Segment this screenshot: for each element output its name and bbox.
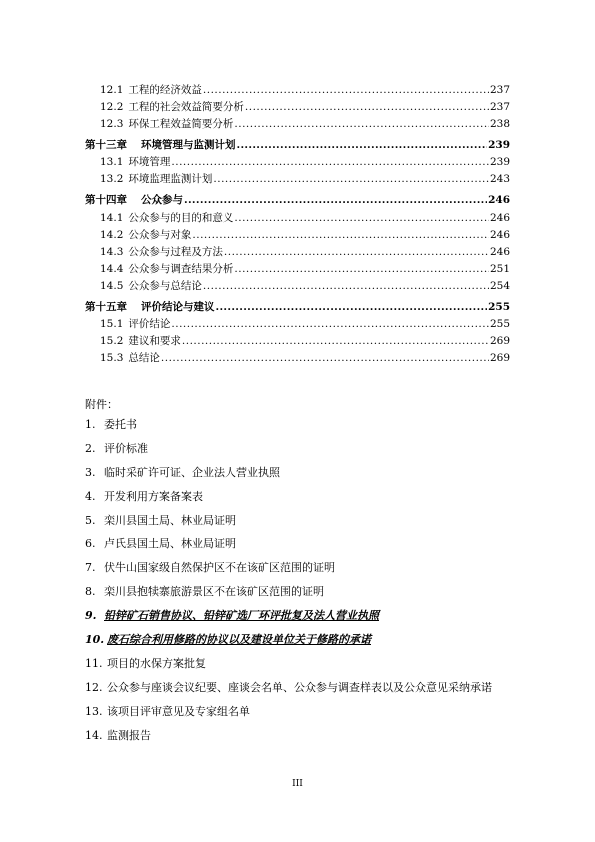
toc-entry-number: 15.3	[100, 352, 124, 365]
toc-entry-title: 评价结论与建议	[141, 300, 215, 313]
attachment-number: 6.	[85, 537, 96, 551]
attachment-title: 伏牛山国家级自然保护区不在该矿区范围的证明	[104, 561, 335, 575]
toc-entry-number: 14.4	[100, 262, 124, 275]
attachment-number: 13.	[85, 704, 103, 718]
attachment-item	[85, 585, 525, 609]
toc-section-entry[interactable]	[85, 114, 510, 131]
toc-entry-number: 第十三章	[85, 139, 127, 152]
toc-entry-title: 公众参与总结论	[128, 279, 202, 292]
toc-dot-leader	[203, 280, 489, 293]
attachment-title: 委托书	[104, 418, 137, 431]
toc-entry-page: 243	[489, 173, 510, 186]
attachment-item	[85, 561, 525, 585]
toc-chapter-entry[interactable]	[85, 294, 510, 314]
toc-section-entry[interactable]	[85, 225, 510, 242]
toc-entry-page: 254	[489, 279, 510, 292]
toc-entry-title: 建议和要求	[128, 335, 181, 348]
toc-dot-leader	[182, 335, 489, 348]
toc-entry-page: 246	[489, 211, 510, 224]
attachment-title: 监测报告	[107, 728, 151, 742]
toc-dot-leader	[234, 118, 489, 131]
attachment-number: 7.	[85, 561, 96, 575]
toc-entry-page: 246	[488, 194, 510, 207]
toc-dot-leader	[245, 101, 489, 114]
attachment-item	[85, 442, 525, 466]
attachment-item	[85, 681, 525, 705]
toc-entry-number: 12.3	[100, 118, 124, 131]
attachment-number: 3.	[85, 465, 96, 479]
toc-section-entry[interactable]	[85, 331, 510, 348]
attachment-item	[85, 537, 525, 561]
toc-entry-number: 15.2	[100, 335, 124, 348]
toc-dot-leader	[234, 263, 489, 276]
toc-dot-leader	[171, 156, 489, 169]
attachment-item	[85, 418, 525, 442]
attachment-item	[85, 633, 525, 657]
toc-entry-title: 公众参与	[141, 194, 183, 207]
attachment-number: 8.	[85, 585, 96, 599]
toc-entry-page: 246	[489, 228, 510, 241]
toc-entry-number: 12.2	[100, 101, 124, 114]
attachment-item	[85, 490, 525, 514]
attachment-title: 卢氏县国土局、林业局证明	[104, 537, 236, 551]
attachment-title: 临时采矿许可证、企业法人营业执照	[104, 465, 280, 479]
toc-entry-number: 第十五章	[85, 300, 127, 313]
toc-entry-title: 评价结论	[128, 318, 171, 331]
attachment-title: 评价标准	[104, 441, 148, 455]
toc-dot-leader	[216, 301, 488, 314]
attachment-item	[85, 466, 525, 490]
toc-entry-page: 251	[489, 262, 510, 275]
toc-entry-title: 环境监理监测计划	[128, 173, 213, 186]
attachment-title: 公众参与座谈会议纪要、座谈会名单、公众参与调查样表以及公众意见采纳承诺	[107, 680, 492, 694]
toc-entry-page: 237	[489, 84, 510, 97]
toc-entry-number: 14.5	[100, 279, 124, 292]
toc-section-entry[interactable]	[85, 152, 510, 169]
attachment-title: 栾川县抱犊寨旅游景区不在该矿区范围的证明	[104, 585, 324, 599]
attachment-list	[85, 418, 525, 752]
toc-entry-number: 第十四章	[85, 194, 127, 207]
toc-section-entry[interactable]	[85, 97, 510, 114]
toc-entry-title: 公众参与对象	[128, 228, 192, 241]
toc-section-entry[interactable]	[85, 242, 510, 259]
attachment-title: 栾川县国土局、林业局证明	[104, 513, 236, 527]
toc-entry-page: 237	[489, 101, 510, 114]
toc-section-entry[interactable]	[85, 207, 510, 224]
appendix-heading: 附件：	[85, 398, 118, 411]
toc-entry-title: 环保工程效益简要分析	[128, 118, 234, 131]
attachment-title: 废石综合利用修路的协议以及建设单位关于修路的承诺	[107, 633, 371, 647]
toc-entry-title: 环境管理与监测计划	[141, 139, 236, 152]
attachment-title: 项目的水保方案批复	[107, 656, 206, 670]
toc-entry-title: 环境管理	[128, 156, 171, 169]
attachment-title: 开发利用方案备案表	[104, 489, 203, 503]
toc-entry-number: 14.2	[100, 228, 124, 241]
toc-entry-number: 12.1	[100, 84, 124, 97]
attachment-title: 铅锌矿石销售协议、铅锌矿选厂环评批复及法人营业执照	[104, 609, 379, 623]
toc-dot-leader	[171, 318, 489, 331]
attachment-number: 2.	[85, 441, 96, 455]
toc-dot-leader	[184, 194, 487, 207]
toc-entry-number: 14.3	[100, 245, 124, 258]
toc-entry-page: 269	[489, 352, 510, 365]
attachment-number: 1.	[85, 418, 96, 431]
toc-dot-leader	[192, 229, 489, 242]
toc-dot-leader	[237, 139, 488, 152]
toc-entry-number: 15.1	[100, 318, 124, 331]
toc-entry-page: 269	[489, 335, 510, 348]
toc-dot-leader	[224, 246, 489, 259]
toc-entry-title: 公众参与调查结果分析	[128, 262, 234, 275]
table-of-contents	[85, 80, 510, 365]
attachment-item	[85, 514, 525, 538]
toc-entry-title: 公众参与过程及方法	[128, 245, 223, 258]
toc-entry-page: 239	[489, 156, 510, 169]
toc-chapter-entry[interactable]	[85, 132, 510, 152]
attachment-number: 5.	[85, 513, 96, 527]
attachment-item	[85, 729, 525, 753]
attachment-number: 4.	[85, 489, 96, 503]
attachment-number: 12.	[85, 680, 103, 694]
toc-entry-page: 246	[489, 245, 510, 258]
toc-entry-title: 工程的社会效益简要分析	[128, 101, 244, 114]
toc-section-entry[interactable]	[85, 314, 510, 331]
attachment-number: 11.	[85, 656, 103, 670]
toc-entry-page: 255	[488, 300, 510, 313]
toc-dot-leader	[234, 212, 489, 225]
toc-section-entry[interactable]	[85, 276, 510, 293]
toc-entry-number: 13.1	[100, 156, 124, 169]
attachment-number: 14.	[85, 728, 103, 742]
toc-entry-number: 14.1	[100, 211, 124, 224]
toc-entry-number: 13.2	[100, 173, 124, 186]
attachment-item	[85, 705, 525, 729]
attachment-item	[85, 609, 525, 633]
toc-section-entry[interactable]	[85, 348, 510, 365]
toc-section-entry[interactable]	[85, 169, 510, 186]
page-number: III	[292, 779, 303, 789]
toc-section-entry[interactable]	[85, 259, 510, 276]
attachment-number: 9.	[85, 609, 97, 623]
toc-section-entry[interactable]	[85, 80, 510, 97]
toc-entry-title: 总结论	[128, 352, 160, 365]
attachment-number: 10.	[85, 633, 105, 647]
toc-chapter-entry[interactable]	[85, 187, 510, 207]
attachment-title: 该项目评审意见及专家组名单	[107, 704, 250, 718]
attachment-item	[85, 657, 525, 681]
toc-dot-leader	[213, 173, 489, 186]
toc-entry-page: 239	[488, 139, 510, 152]
toc-dot-leader	[203, 84, 489, 97]
toc-entry-title: 公众参与的目的和意义	[128, 211, 234, 224]
toc-dot-leader	[161, 352, 489, 365]
toc-entry-page: 255	[489, 318, 510, 331]
toc-entry-title: 工程的经济效益	[128, 84, 202, 97]
toc-entry-page: 238	[489, 118, 510, 131]
